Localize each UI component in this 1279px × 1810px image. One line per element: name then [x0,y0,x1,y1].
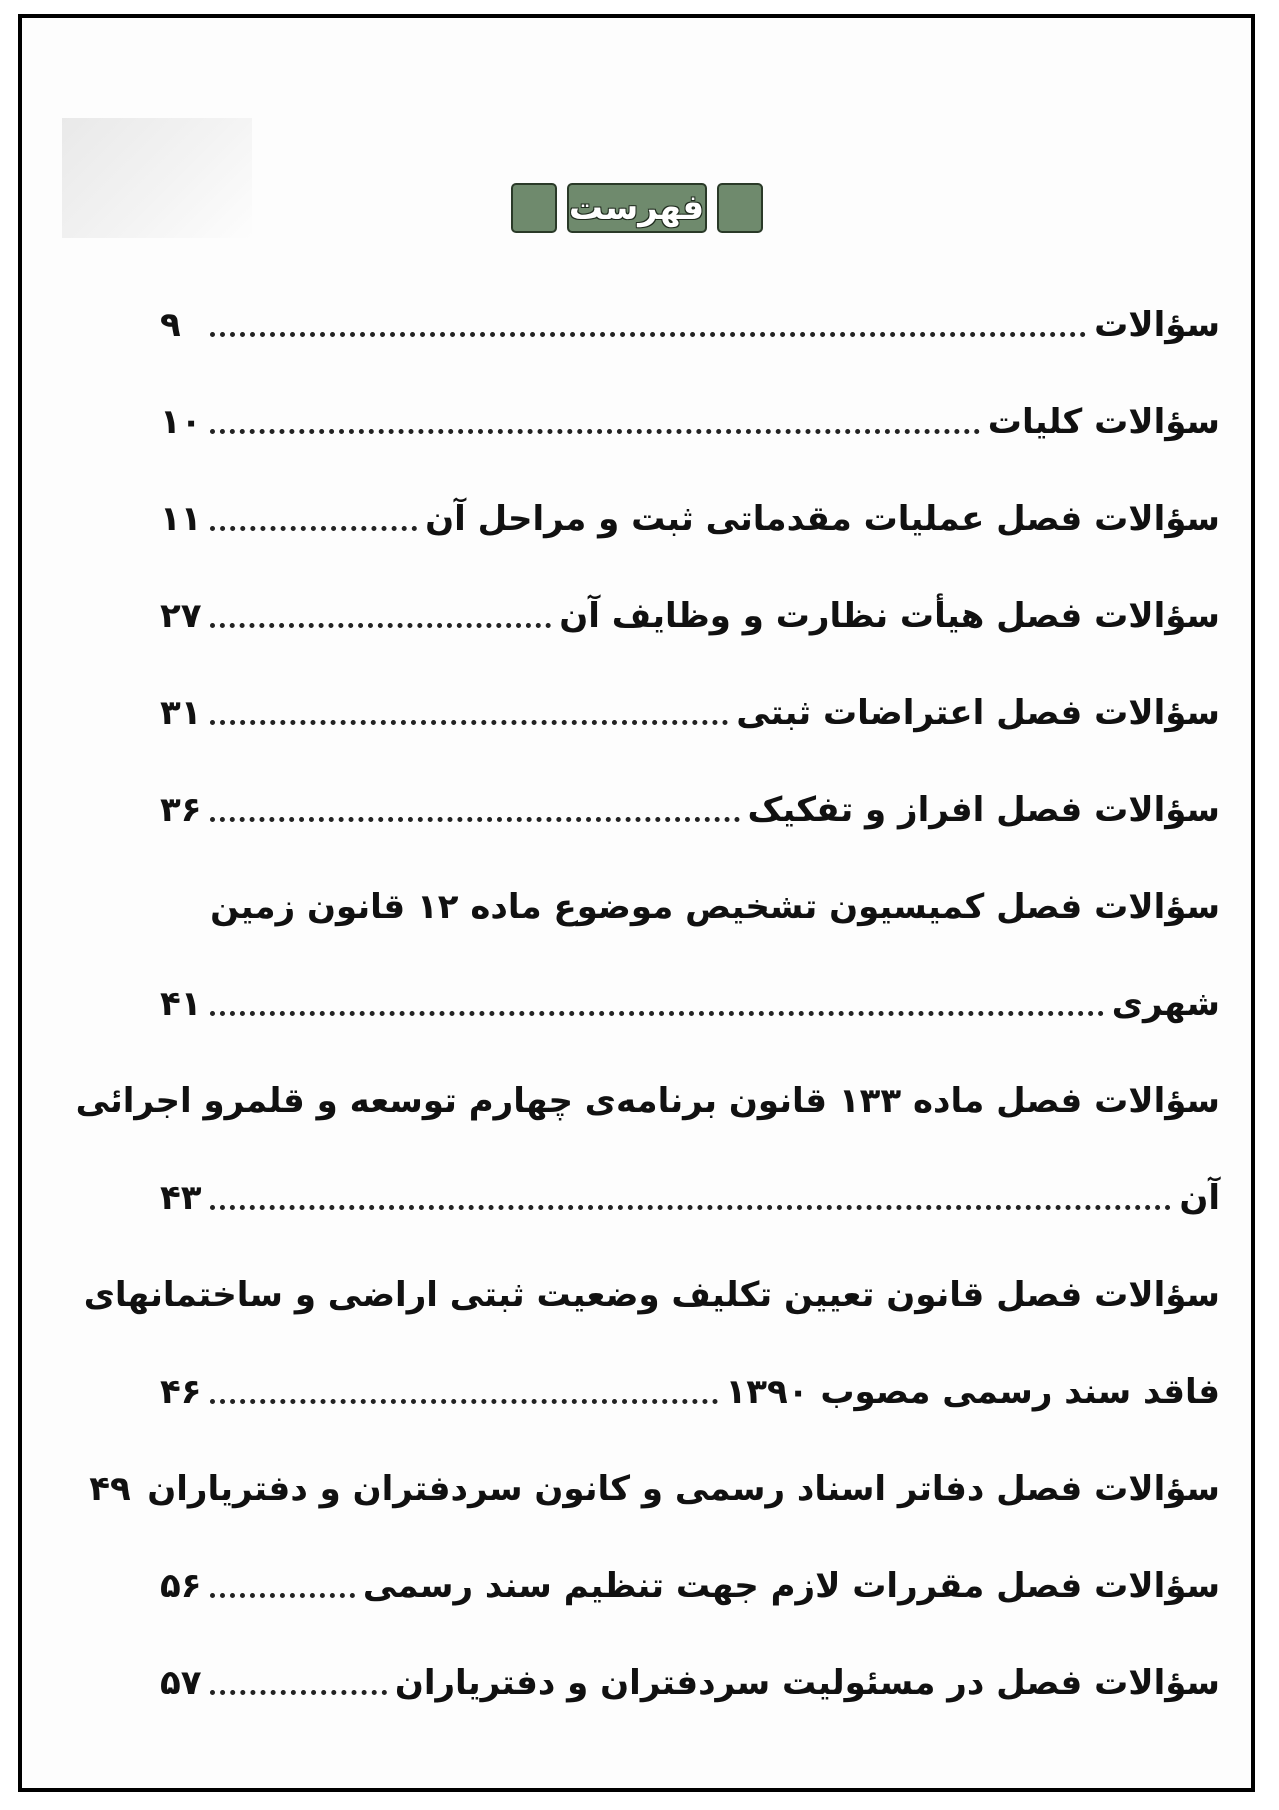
toc-entry-line2 [160,1343,1220,1440]
toc-entry-title: سؤالات فصل دفاتر اسناد رسمی و کانون سردفتران و دفتریاران [147,1468,1220,1509]
dot-leader [210,623,551,628]
page-title: فهرست [568,188,705,228]
toc-entry-title: سؤالات فصل مقررات لازم جهت تنظیم سند رسمی [362,1565,1220,1606]
dot-leader [210,1205,1171,1210]
toc-entry-title: سؤالات فصل عملیات مقدماتی ثبت و مراحل آن [425,498,1220,539]
toc-entry-page: ۵۷ [160,1662,202,1703]
toc-entry [160,373,1220,470]
toc-entry-page: ۴۳ [160,1177,202,1218]
dot-leader [210,1690,387,1695]
dot-leader [210,817,740,822]
toc-entry-page: ۳۶ [160,789,202,830]
toc-entry-line1 [83,1246,1220,1343]
toc-entry-page: ۵۶ [160,1565,202,1606]
toc-entry-title: سؤالات فصل در مسئولیت سردفتران و دفتریاران [394,1662,1220,1703]
toc-entry-page: ۳۱ [160,692,202,733]
toc-entry-title: سؤالات فصل کمیسیون تشخیص موضوع ماده ۱۲ قانون زمین [210,886,1220,927]
toc-entry-title: سؤالات [1094,304,1220,345]
toc-entry-title-continued: فاقد سند رسمی مصوب ۱۳۹۰ [725,1371,1220,1412]
header-ornament-left [717,183,763,233]
dot-leader [210,1011,1104,1016]
header-title-box [567,183,707,233]
toc-entry [160,1537,1220,1634]
toc-entry [160,1634,1220,1731]
toc-entry-page: ۴۱ [160,983,202,1024]
toc-entry-title: سؤالات فصل افراز و تفکیک [747,789,1220,830]
toc-entry [89,1440,1220,1537]
toc-entry-page: ۴۶ [160,1371,202,1412]
toc-entry-title: سؤالات فصل قانون تعیین تکلیف وضعیت ثبتی اراضی و ساختمانهای [83,1274,1220,1315]
toc-entry-line1 [160,858,1220,955]
toc-entry [160,470,1220,567]
toc-entry-title-continued: آن [1179,1177,1220,1218]
toc-entry-title-continued: شهری [1111,983,1220,1024]
toc-entry-title: سؤالات فصل اعتراضات ثبتی [736,692,1220,733]
dot-leader [210,1593,355,1598]
dot-leader [210,1399,718,1404]
toc-entry [160,276,1220,373]
dot-leader [210,720,728,725]
dot-leader [210,332,1086,337]
toc-entry-page: ۲۷ [160,595,202,636]
dot-leader [210,526,417,531]
toc-entry-page: ۱۰ [160,401,202,442]
toc-entry [160,567,1220,664]
toc-header [22,183,1251,233]
toc-entry [160,664,1220,761]
toc-entry-line2 [160,1149,1220,1246]
toc-entry-page: ۹ [160,304,181,345]
toc-entry-page: ۱۱ [160,498,202,539]
table-of-contents [75,276,1220,1731]
toc-entry-line2 [160,955,1220,1052]
toc-entry-page: ۴۹ [89,1468,131,1509]
header-ornament-right [511,183,557,233]
dot-leader [210,429,980,434]
page-frame [18,14,1255,1792]
toc-entry [160,761,1220,858]
toc-entry-title: سؤالات فصل هیأت نظارت و وظایف آن [559,595,1220,636]
toc-entry-title: سؤالات کلیات [987,401,1220,442]
toc-entry-line1 [75,1052,1220,1149]
toc-entry-title: سؤالات فصل ماده ۱۳۳ قانون برنامه‌ی چهارم توسعه و قلمرو اجرائی [75,1080,1220,1121]
